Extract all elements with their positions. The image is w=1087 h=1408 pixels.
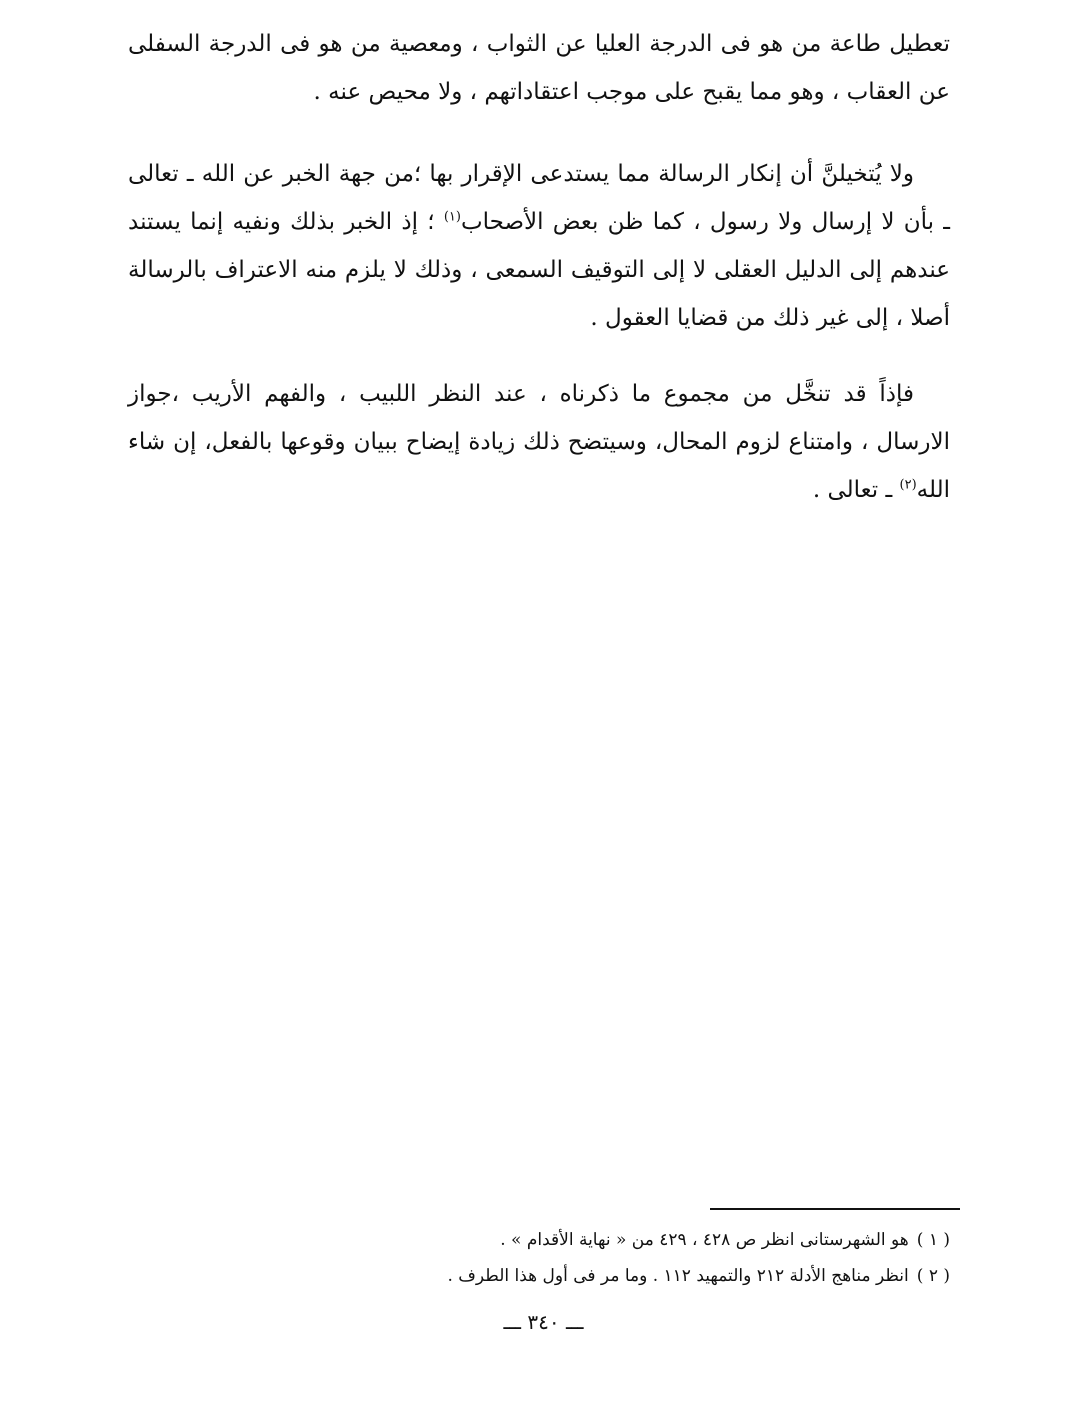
paragraph-2: [128, 150, 950, 342]
footnotes-section: [300, 1222, 950, 1294]
footnote-2-text: انظر مناهج الأدلة ٢١٢ والتمهيد ١١٢ . وما مر فى أول هذا الطرف .: [447, 1266, 909, 1286]
footnote-2-mark: ( ٢ ): [916, 1266, 950, 1286]
paragraph-3-text-a: فإذاً قد تنخَّل من مجموع ما ذكرناه ، عند النظر اللبيب ، والفهم الأريب ،جواز الارسال ، وامتناع لزوم المحال، وسيتضح ذلك زيادة إيضاح ببيان وقوعها بالفعل، إن شاء الله: [128, 381, 950, 503]
footnote-reference-2[interactable]: (٢): [899, 477, 917, 493]
footnote-1-mark: ( ١ ): [916, 1230, 950, 1250]
paragraph-2-text-b: ؛ إذ الخبر بذلك ونفيه إنما يستند عندهم إلى الدليل العقلى لا إلى التوقيف السمعى ، وذلك لا يلزم منه الاعتراف بالرسالة أصلا ، إلى غير ذلك من قضايا العقول .: [128, 209, 950, 331]
footnote-2: [300, 1258, 950, 1294]
paragraph-1-text: تعطيل طاعة من هو فى الدرجة العليا عن الثواب ، ومعصية من هو فى الدرجة السفلى عن العقاب ، وهو مما يقبح على موجب اعتقاداتهم ، ولا محيص عنه .: [128, 31, 950, 105]
paragraph-3: [128, 370, 950, 514]
paragraph-2-text-a: ولا يُتخيلنَّ أن إنكار الرسالة مما يستدعى الإقرار بها ؛من جهة الخبر عن الله ـ تعالى ـ بأن لا إرسال ولا رسول ، كما ظن بعض الأصحاب: [128, 161, 950, 235]
paragraph-1: [128, 20, 950, 116]
footnote-divider: [710, 1208, 960, 1210]
page-number: ـــ ٣٤٠ ـــ: [503, 1310, 584, 1334]
footnote-1: [300, 1222, 950, 1258]
paragraph-3-text-b: ـ تعالى .: [812, 477, 900, 503]
footnote-reference-1[interactable]: (١): [443, 209, 461, 225]
footnote-1-text: هو الشهرستانى انظر ص ٤٢٨ ، ٤٢٩ من « نهاية الأقدام » .: [500, 1230, 909, 1250]
